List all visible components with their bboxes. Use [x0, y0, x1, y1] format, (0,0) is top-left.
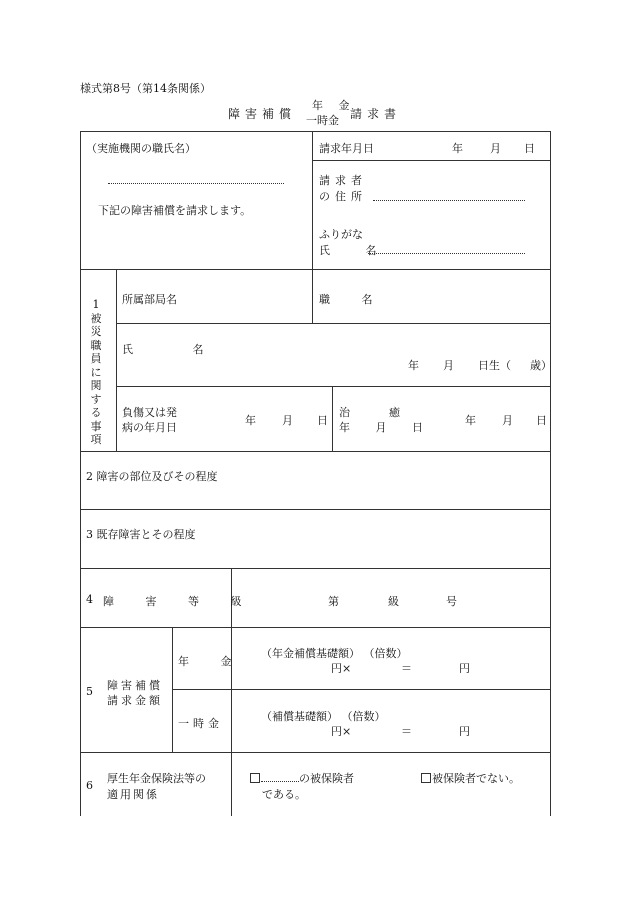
- section5-label-2: 請求金額: [107, 694, 163, 707]
- injury-date-label-2: 病の年月日: [122, 421, 177, 434]
- cure-label-1: 治: [339, 406, 350, 419]
- pension-yen-times: 円×: [331, 662, 352, 675]
- title-option-pension: 年 金: [312, 99, 356, 112]
- age-suffix: 歳）: [530, 359, 552, 372]
- injury-month: 月: [282, 414, 293, 427]
- request-date-day: 日: [524, 142, 535, 155]
- lump-yen-times: 円×: [331, 725, 352, 738]
- injury-day: 日: [317, 414, 328, 427]
- claimant-name-line[interactable]: [368, 253, 525, 254]
- injury-date-label-1: 負傷又は発: [122, 406, 177, 419]
- section5-label-1: 障害補償: [107, 679, 163, 692]
- cure-label-1b: 癒: [389, 406, 400, 419]
- request-text: 下記の障害補償を請求します。: [98, 204, 252, 217]
- agency-entry-line[interactable]: [108, 183, 284, 184]
- section6-label-2: 適用関係: [107, 788, 159, 801]
- option-not-insured-label: 被保険者でない。: [432, 772, 520, 785]
- cure-label-2: 年 月 日: [339, 421, 434, 434]
- grade-mid: 級: [388, 595, 399, 608]
- section3-label: 3 既存障害とその程度: [86, 528, 196, 541]
- section1-label: 1被災職員に関する事項: [90, 298, 102, 446]
- section6-label-1: 厚生年金保険法等の: [107, 772, 206, 785]
- injury-year: 年: [245, 414, 256, 427]
- section2-label: 2 障害の部位及びその程度: [86, 470, 218, 483]
- claimant-label-2: の住所: [319, 190, 367, 203]
- grade-suffix: 号: [446, 595, 457, 608]
- dept-label: 所属部局名: [122, 293, 177, 306]
- lump-equals: ＝: [401, 725, 412, 738]
- pension-equals: ＝: [401, 662, 412, 675]
- position-label: 職 名: [319, 293, 387, 306]
- grade-prefix: 第: [328, 595, 339, 608]
- furigana-label: ふりがな: [319, 228, 363, 241]
- insured-checkbox[interactable]: [250, 773, 260, 783]
- lump-formula-head: （補償基礎額） （倍数）: [261, 710, 386, 723]
- cure-day: 日: [536, 414, 547, 427]
- option-insured-label: の被保険者: [299, 772, 354, 785]
- section4-label: 障 害 等 級: [103, 595, 256, 608]
- lump-label: 一時金: [178, 717, 223, 730]
- title-option-lump: 一時金: [306, 114, 339, 127]
- title-main: 障害補償: [228, 107, 297, 121]
- claimant-address-line[interactable]: [373, 200, 525, 201]
- request-date-label: 請求年月日: [319, 142, 374, 155]
- birth-month: 月: [443, 359, 454, 372]
- pension-formula-head: （年金補償基礎額） （倍数）: [261, 647, 408, 660]
- section4-number: 4: [86, 593, 93, 606]
- pension-label: 年 金: [178, 655, 246, 668]
- not-insured-checkbox[interactable]: [421, 773, 431, 783]
- request-date-month: 月: [490, 142, 501, 155]
- section5-number: 5: [86, 685, 93, 698]
- form-number: 様式第8号（第14条関係）: [80, 82, 211, 95]
- section6-number: 6: [86, 779, 93, 792]
- option-insured-line2: である。: [262, 788, 306, 801]
- employee-name-label: 氏 名: [122, 343, 232, 356]
- lump-yen: 円: [459, 725, 470, 738]
- claimant-name-label: 氏 名: [319, 244, 393, 257]
- title-suffix: 請求書: [350, 107, 402, 121]
- claimant-label-1: 請求者: [319, 174, 367, 187]
- option-insured[interactable]: [250, 770, 354, 786]
- cure-month: 月: [502, 414, 513, 427]
- cure-year: 年: [465, 414, 476, 427]
- agency-label: （実施機関の職氏名）: [86, 142, 196, 155]
- pension-yen: 円: [459, 662, 470, 675]
- insurance-law-blank[interactable]: [261, 773, 299, 782]
- request-date-year: 年: [452, 142, 463, 155]
- birth-year: 年: [408, 359, 419, 372]
- birth-day-suffix: 日生（: [478, 359, 511, 372]
- option-not-insured[interactable]: [421, 770, 520, 786]
